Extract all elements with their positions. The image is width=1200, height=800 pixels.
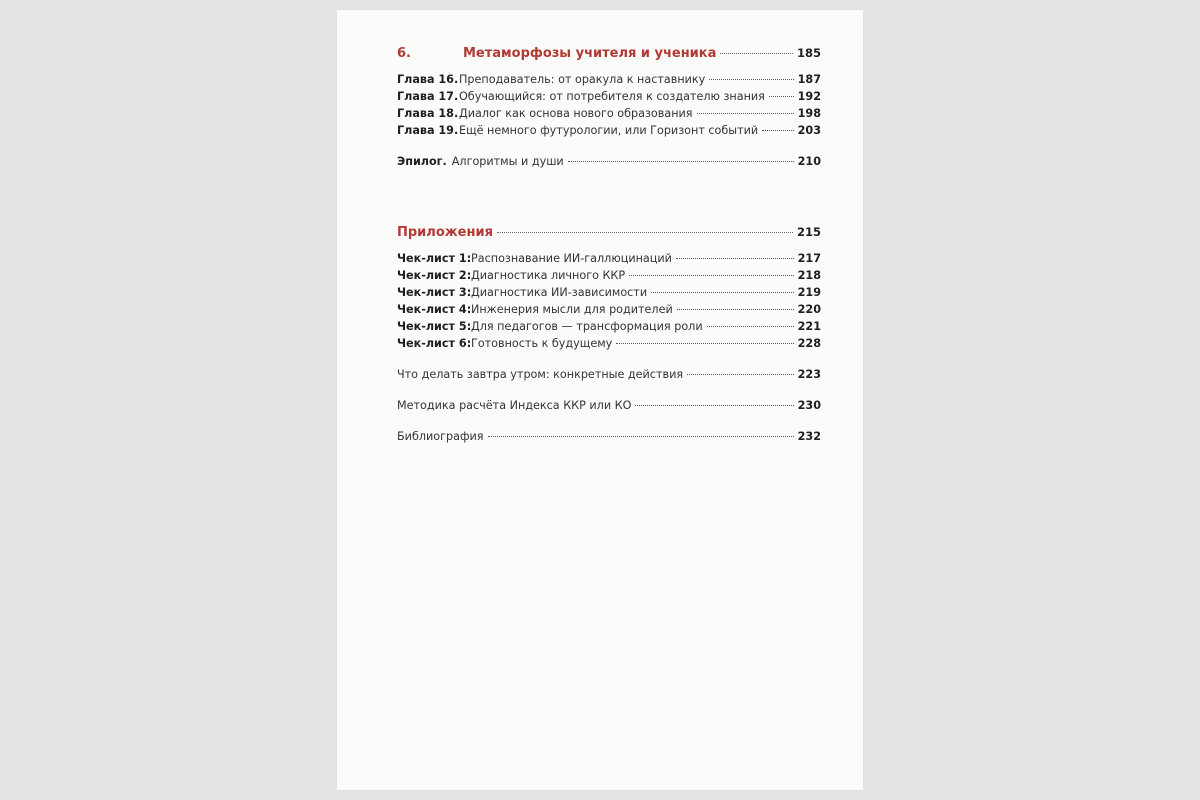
dot-leader bbox=[629, 275, 794, 276]
dot-leader bbox=[769, 96, 794, 97]
checklist-label: Чек-лист 1: bbox=[397, 252, 472, 265]
dot-leader bbox=[497, 232, 793, 233]
toc-checklist-5[interactable] bbox=[397, 320, 821, 337]
appendix-title: Приложения bbox=[397, 225, 493, 240]
page-number: 221 bbox=[797, 320, 821, 333]
page-number: 203 bbox=[797, 124, 821, 137]
toc-part-6[interactable] bbox=[397, 46, 821, 67]
dot-leader bbox=[676, 258, 794, 259]
page-number: 218 bbox=[797, 269, 821, 282]
toc-extra-bibliography[interactable] bbox=[397, 430, 821, 447]
page-number: 210 bbox=[797, 155, 821, 168]
toc-checklist-6[interactable] bbox=[397, 337, 821, 354]
table-of-contents bbox=[397, 46, 821, 447]
page-number: 232 bbox=[797, 430, 821, 443]
toc-checklist-3[interactable] bbox=[397, 286, 821, 303]
chapter-label: Глава 18. bbox=[397, 107, 459, 120]
checklist-title: Диагностика личного ККР bbox=[471, 269, 626, 282]
toc-epilogue[interactable] bbox=[397, 155, 821, 172]
dot-leader bbox=[635, 405, 793, 406]
page-number: 198 bbox=[797, 107, 821, 120]
epilogue-label: Эпилог. bbox=[397, 155, 447, 168]
page-number: 230 bbox=[797, 399, 821, 412]
part-number: 6. bbox=[397, 46, 411, 61]
checklist-title: Диагностика ИИ-зависимости bbox=[471, 286, 648, 299]
chapter-label: Глава 17. bbox=[397, 90, 459, 103]
dot-leader bbox=[709, 79, 793, 80]
dot-leader bbox=[568, 161, 794, 162]
toc-checklist-2[interactable] bbox=[397, 269, 821, 286]
toc-extra-actions[interactable] bbox=[397, 368, 821, 385]
toc-checklist-1[interactable] bbox=[397, 252, 821, 269]
page-number: 185 bbox=[796, 46, 821, 60]
toc-checklist-4[interactable] bbox=[397, 303, 821, 320]
dot-leader bbox=[707, 326, 794, 327]
page-number: 192 bbox=[797, 90, 821, 103]
chapter-title: Преподаватель: от оракула к наставнику bbox=[459, 73, 706, 86]
part-title: Метаморфозы учителя и ученика bbox=[463, 46, 717, 61]
page-number: 219 bbox=[797, 286, 821, 299]
checklist-label: Чек-лист 4: bbox=[397, 303, 472, 316]
book-page bbox=[337, 10, 863, 790]
toc-extra-method[interactable] bbox=[397, 399, 821, 416]
toc-chapter-18[interactable] bbox=[397, 107, 821, 124]
page-number: 187 bbox=[797, 73, 821, 86]
chapter-title: Диалог как основа нового образования bbox=[459, 107, 693, 120]
chapter-title: Ещё немного футурологии, или Горизонт событий bbox=[459, 124, 759, 137]
dot-leader bbox=[762, 130, 793, 131]
checklist-title: Распознавание ИИ-галлюцинаций bbox=[471, 252, 672, 265]
extra-title: Методика расчёта Индекса ККР или КО bbox=[397, 399, 632, 412]
extra-title: Библиография bbox=[397, 430, 484, 443]
chapter-title: Обучающийся: от потребителя к создателю знания bbox=[459, 90, 765, 103]
checklist-title: Для педагогов — трансформация роли bbox=[471, 320, 703, 333]
dot-leader bbox=[720, 53, 793, 54]
checklist-title: Готовность к будущему bbox=[471, 337, 613, 350]
dot-leader bbox=[697, 113, 794, 114]
chapter-label: Глава 16. bbox=[397, 73, 459, 86]
dot-leader bbox=[677, 309, 794, 310]
checklist-label: Чек-лист 5: bbox=[397, 320, 472, 333]
page-number: 220 bbox=[797, 303, 821, 316]
checklist-label: Чек-лист 2: bbox=[397, 269, 472, 282]
toc-chapter-17[interactable] bbox=[397, 90, 821, 107]
toc-chapter-19[interactable] bbox=[397, 124, 821, 141]
dot-leader bbox=[616, 343, 793, 344]
page-number: 223 bbox=[797, 368, 821, 381]
page-number: 228 bbox=[797, 337, 821, 350]
toc-appendix[interactable] bbox=[397, 225, 821, 246]
chapter-label: Глава 19. bbox=[397, 124, 459, 137]
dot-leader bbox=[687, 374, 794, 375]
dot-leader bbox=[488, 436, 794, 437]
page-number: 215 bbox=[796, 225, 821, 239]
checklist-title: Инженерия мысли для родителей bbox=[471, 303, 673, 316]
page-number: 217 bbox=[797, 252, 821, 265]
checklist-label: Чек-лист 6: bbox=[397, 337, 472, 350]
checklist-label: Чек-лист 3: bbox=[397, 286, 472, 299]
dot-leader bbox=[651, 292, 794, 293]
epilogue-title: Алгоритмы и души bbox=[451, 155, 564, 168]
toc-chapter-16[interactable] bbox=[397, 73, 821, 90]
extra-title: Что делать завтра утром: конкретные действия bbox=[397, 368, 684, 381]
